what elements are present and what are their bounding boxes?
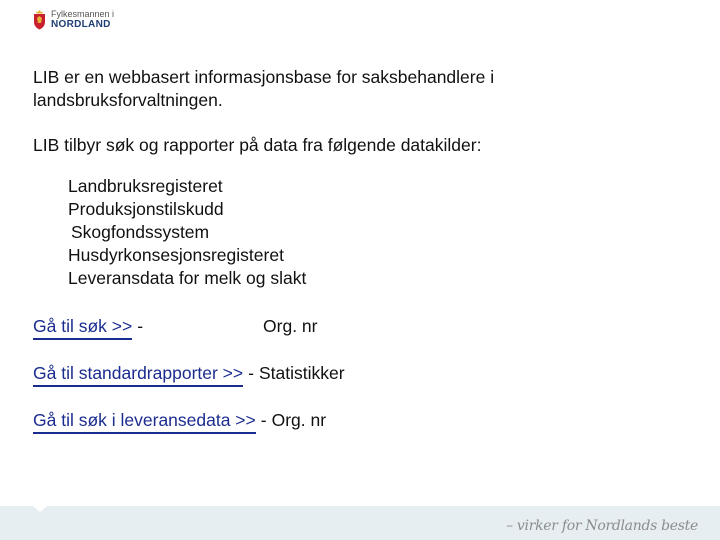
delivery-data-link-line — [33, 409, 673, 433]
search-link[interactable]: Gå til søk >> — [33, 315, 132, 340]
data-sources-list — [68, 175, 673, 290]
data-source-item: Husdyrkonsesjonsregisteret — [68, 245, 284, 265]
standard-reports-link-suffix: Statistikker — [258, 363, 345, 383]
intro-paragraph: LIB er en webbasert informasjonsbase for saksbehandlere i landsbruksforvaltningen. — [33, 67, 495, 110]
coat-of-arms-icon — [33, 10, 46, 30]
footer-slogan: – virker for Nordlands beste — [506, 518, 698, 534]
main-content — [33, 66, 673, 433]
data-source-item: Produksjonstilskudd — [68, 199, 224, 219]
search-link-line — [33, 315, 673, 339]
data-source-item: Skogfondssystem — [71, 222, 210, 242]
link-separator: - — [137, 316, 144, 336]
logo-bottom-text: NORDLAND — [51, 19, 111, 30]
delivery-data-search-link[interactable]: Gå til søk i leveransedata >> — [33, 409, 256, 434]
search-link-suffix: Org. nr — [263, 316, 318, 336]
data-source-item: Leveransdata for melk og slakt — [68, 268, 307, 288]
link-separator: - — [248, 363, 254, 383]
standard-reports-link-line — [33, 362, 673, 386]
link-separator: - — [260, 410, 267, 430]
sources-intro: LIB tilbyr søk og rapporter på data fra følgende datakilder: — [33, 135, 482, 155]
standard-reports-link[interactable]: Gå til standardrapporter >> — [33, 362, 243, 387]
delivery-data-link-suffix: Org. nr — [271, 410, 327, 430]
header-logo — [33, 10, 114, 30]
footer-notch — [28, 502, 52, 512]
data-source-item: Landbruksregisteret — [68, 176, 223, 196]
logo-top-text: Fylkesmannen i — [51, 9, 115, 19]
